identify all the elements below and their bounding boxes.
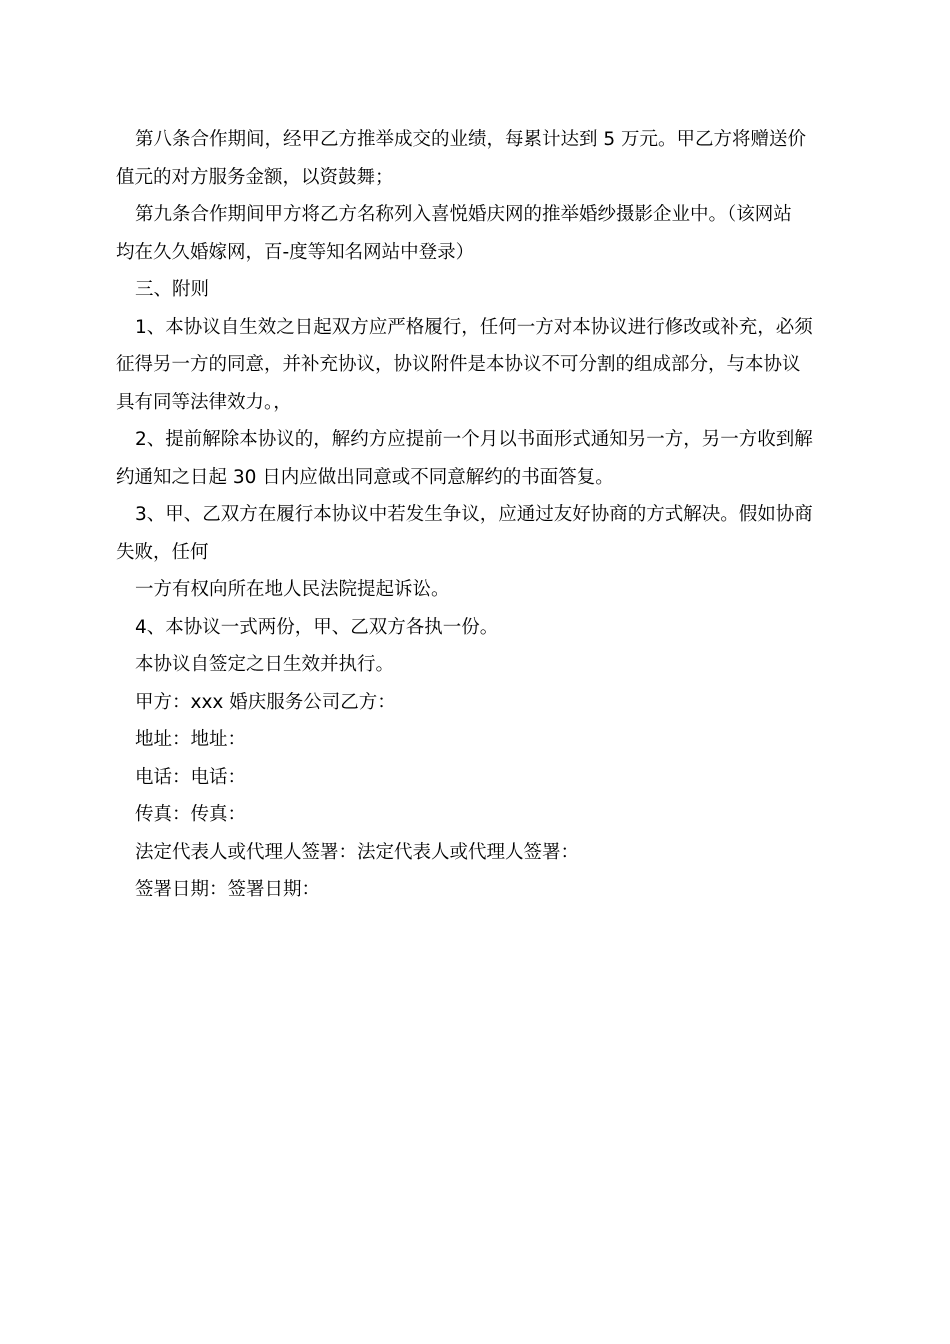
paragraph-line: 签署日期：签署日期： <box>135 879 321 900</box>
paragraph-line: 4、本协议一式两份，甲、乙双方各执一份。 <box>135 616 499 638</box>
paragraph <box>116 721 838 759</box>
paragraph <box>116 796 838 834</box>
paragraph-line: 三、附则 <box>135 279 210 300</box>
paragraph <box>116 309 838 422</box>
paragraph-line: 失败，任何 <box>116 541 209 563</box>
paragraph-line: 本协议自签定之日生效并执行。 <box>135 654 395 675</box>
paragraph-line: 均在久久婚嫁网，百-度等知名网站中登录） <box>116 241 475 263</box>
paragraph <box>116 496 838 571</box>
paragraph <box>116 834 838 872</box>
paragraph-line: 地址：地址： <box>135 729 247 750</box>
paragraph-line: 征得另一方的同意，并补充协议，协议附件是本协议不可分割的组成部分，与本协议 <box>116 354 801 375</box>
paragraph-line: 2、提前解除本协议的，解约方应提前一个月以书面形式通知另一方，另一方收到解 <box>135 429 813 450</box>
paragraph-line: 1、本协议自生效之日起双方应严格履行，任何一方对本协议进行修改或补充，必须 <box>135 316 813 338</box>
paragraph <box>116 196 838 271</box>
paragraph <box>116 421 838 496</box>
paragraph-line: 3、甲、乙双方在履行本协议中若发生争议，应通过友好协商的方式解决。假如协商 <box>135 504 813 525</box>
paragraph <box>116 121 838 196</box>
document-page <box>116 121 838 909</box>
paragraph-line: 电话：电话： <box>135 766 247 788</box>
paragraph <box>116 646 838 684</box>
paragraph-line: 值元的对方服务金额，以资鼓舞； <box>116 166 394 188</box>
paragraph-line: 约通知之日起 30 日内应做出同意或不同意解约的书面答复。 <box>116 466 614 488</box>
paragraph <box>116 571 838 609</box>
paragraph-line: 甲方：xxx 婚庆服务公司乙方： <box>135 691 396 713</box>
paragraph <box>116 871 838 909</box>
paragraph <box>116 684 838 722</box>
paragraph-line: 传真：传真： <box>135 804 247 825</box>
paragraph <box>116 759 838 797</box>
paragraph <box>116 271 838 309</box>
paragraph-line: 具有同等法律效力。， <box>116 391 292 413</box>
paragraph-line: 第八条合作期间，经甲乙方推举成交的业绩，每累计达到 5 万元。甲乙方将赠送价 <box>135 129 807 150</box>
paragraph-line: 第九条合作期间甲方将乙方名称列入喜悦婚庆网的推举婚纱摄影企业中。（该网站 <box>135 204 792 225</box>
paragraph-line: 一方有权向所在地人民法院提起诉讼。 <box>135 579 450 600</box>
paragraph <box>116 609 838 647</box>
paragraph-line: 法定代表人或代理人签署：法定代表人或代理人签署： <box>135 841 580 863</box>
